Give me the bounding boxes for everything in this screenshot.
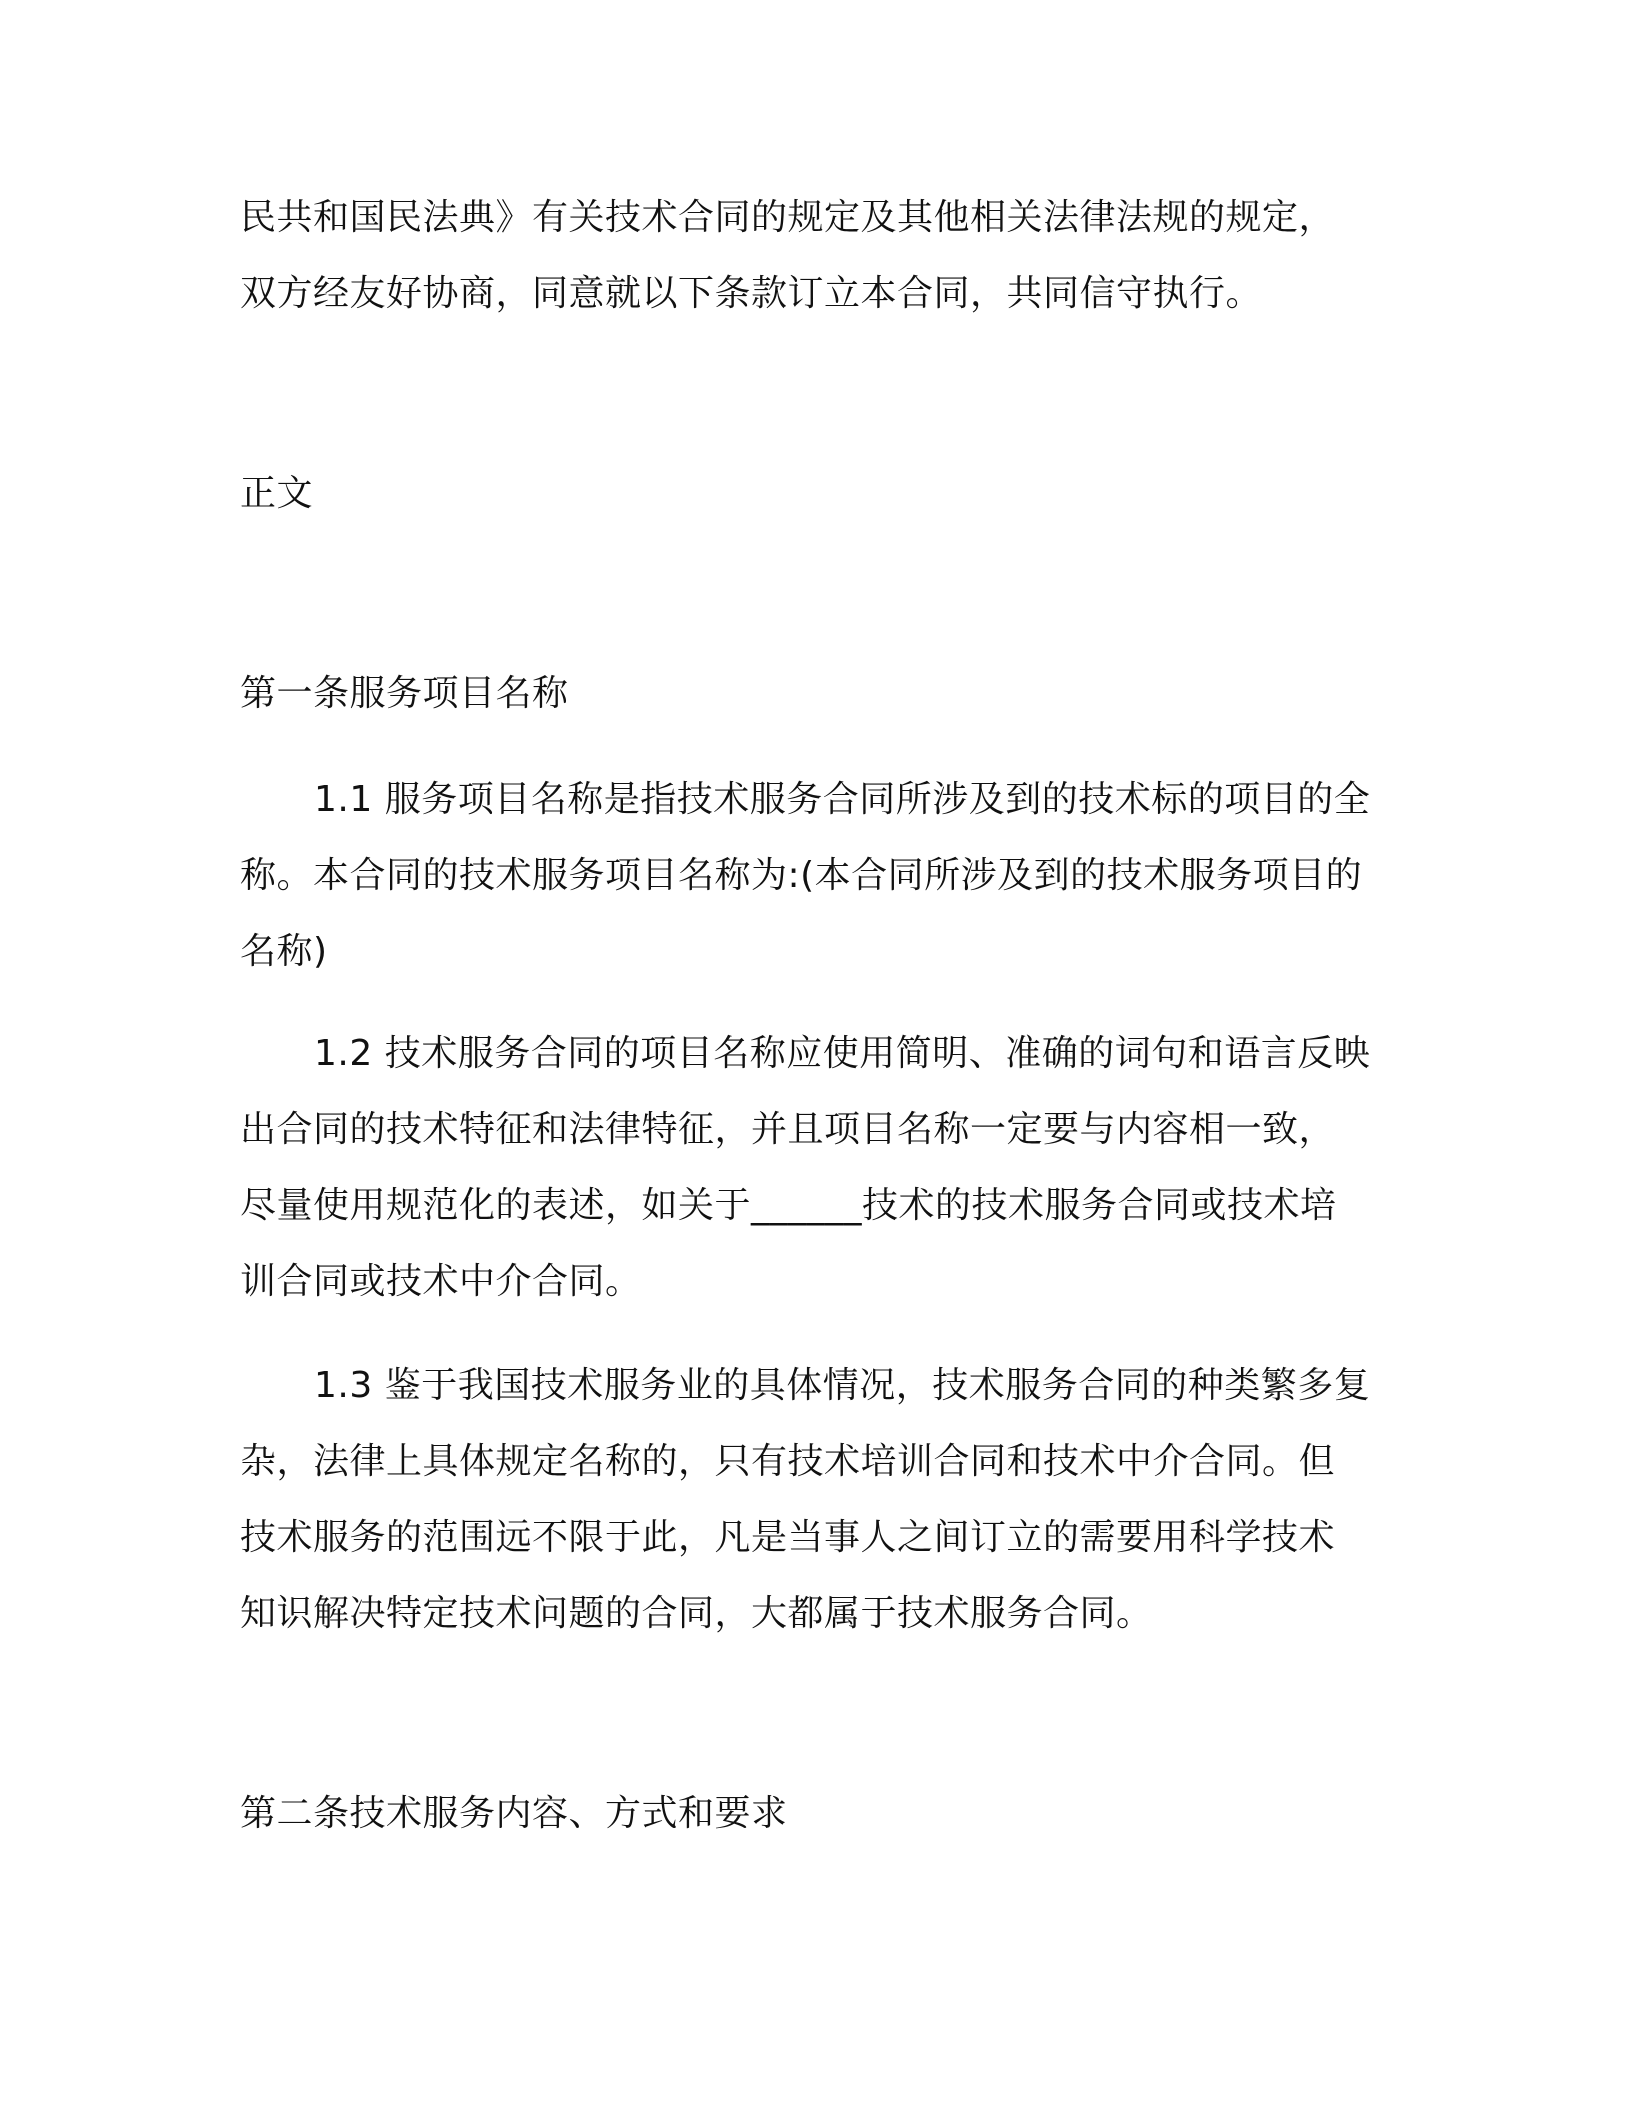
paragraph-1-3-line-4: 知识解决特定技术问题的合同，大都属于技术服务合同。 (240, 1593, 1153, 1634)
section-heading: 正文 (240, 473, 314, 514)
article-1-title: 第一条服务项目名称 (240, 673, 569, 714)
paragraph-1-3-line-2: 杂，法律上具体规定名称的，只有技术培训合同和技术中介合同。但 (240, 1441, 1336, 1482)
intro-line-1: 民共和国民法典》有关技术合同的规定及其他相关法律法规的规定， (240, 197, 1336, 238)
paragraph-1-2-line-4: 训合同或技术中介合同。 (240, 1261, 642, 1302)
article-2-title: 第二条技术服务内容、方式和要求 (240, 1793, 788, 1834)
intro-line-2: 双方经友好协商，同意就以下条款订立本合同，共同信守执行。 (240, 273, 1263, 314)
paragraph-1-2-line-3: 尽量使用规范化的表述，如关于______技术的技术服务合同或技术培 (240, 1185, 1337, 1226)
paragraph-1-1-line-1: 1.1 服务项目名称是指技术服务合同所涉及到的技术标的项目的全 (314, 779, 1371, 820)
paragraph-1-1-line-3: 名称) (240, 931, 328, 972)
paragraph-1-2-line-1: 1.2 技术服务合同的项目名称应使用简明、准确的词句和语言反映 (314, 1033, 1371, 1074)
paragraph-1-2-line-2: 出合同的技术特征和法律特征，并且项目名称一定要与内容相一致， (240, 1109, 1336, 1150)
paragraph-1-3-line-1: 1.3 鉴于我国技术服务业的具体情况，技术服务合同的种类繁多复 (314, 1365, 1371, 1406)
paragraph-1-1-line-2: 称。本合同的技术服务项目名称为:(本合同所涉及到的技术服务项目的 (240, 855, 1363, 896)
paragraph-1-3-line-3: 技术服务的范围远不限于此，凡是当事人之间订立的需要用科学技术 (240, 1517, 1336, 1558)
